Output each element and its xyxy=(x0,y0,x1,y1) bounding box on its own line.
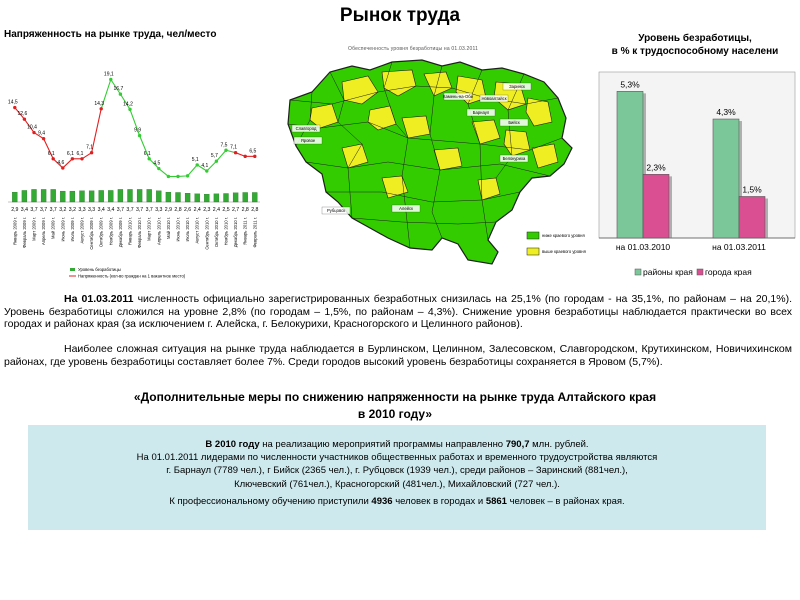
city-label-0: Славгород xyxy=(295,126,317,131)
bar-value-label-0-1: 2,3% xyxy=(646,162,666,173)
category-label-13: Февраль 2010 г. xyxy=(137,217,143,248)
map-title: Обеспеченность уровня безработицы на 01.03.2011 xyxy=(348,46,479,52)
line-segment-15 xyxy=(159,169,169,177)
info-line-leaders: На 01.01.2011 лидерами по численности участников общественных работах и временного трудоустройства являются xyxy=(136,452,658,463)
line-label-15: 4,5 xyxy=(153,160,161,167)
legend-swatch-0 xyxy=(635,269,641,275)
line-point-16 xyxy=(167,175,170,178)
bar-label-25: 2,8 xyxy=(251,207,259,213)
bar-2 xyxy=(32,189,37,202)
bar-8 xyxy=(89,191,94,202)
category-label-3: Апрель 2009 г. xyxy=(41,217,47,246)
line-label-2: 10,4 xyxy=(27,124,37,131)
bar-0-0 xyxy=(617,91,643,238)
line-point-18 xyxy=(186,174,189,177)
summary-date: На 01.03.2011 xyxy=(64,293,134,305)
bar-label-6: 3,2 xyxy=(68,207,77,213)
category-label-4: Май 2009 г. xyxy=(50,217,56,240)
category-label-1: на 01.03.2011 xyxy=(712,242,766,252)
category-label-8: Сентябрь 2009 г. xyxy=(89,217,95,250)
bar-label-21: 2,4 xyxy=(212,207,221,213)
bar-label-8: 3,3 xyxy=(87,207,96,213)
bar-12 xyxy=(128,189,133,202)
category-label-2: Март 2009 г. xyxy=(31,217,37,241)
summary-text: численность официально зарегистрированных безработных снизилась на 25,1% (по городам - на 35,1%, по районам – на 20,1%). Уровень безработицы сложился на уровне 2,8% (по городам – 1,5%, по районам – 4,3%). Снижение уровня безработицы наблюдается практически во всех городах и районах края (за исключением г. Алейска, г. Белокурихи, Красногорского и Целинного районов). xyxy=(4,293,793,330)
info-line-funding xyxy=(28,439,766,450)
legend-label-0: районы края xyxy=(643,267,693,277)
bar-label-15: 3,3 xyxy=(155,207,163,213)
bar-7 xyxy=(80,191,85,202)
legend-line-label: Напряженность (кол-во граждан на 1 вакантное место) xyxy=(78,273,186,279)
line-point-1 xyxy=(23,117,26,120)
line-point-14 xyxy=(148,157,151,160)
bar-label-19: 2,4 xyxy=(193,207,201,213)
line-point-9 xyxy=(100,107,103,110)
bar-label-16: 2,9 xyxy=(164,207,173,213)
line-point-25 xyxy=(253,155,256,158)
line-point-12 xyxy=(128,108,131,111)
measures-heading-line1: «Дополнительные меры по снижению напряженности на рынке труда Алтайского края xyxy=(133,390,657,404)
bar-0-1 xyxy=(643,174,669,238)
legend-swatch-1 xyxy=(697,269,703,275)
line-label-25: 6,5 xyxy=(249,148,257,155)
paragraph-difficult-areas: Наиболее сложная ситуация на рынке труда наблюдается в Бурлинском, Целинном, Залесовском, Славгородском, Крутихинском, Новичихинском районах, где уровень безработицы составляет более 7%. Среди городов высокий уровень безработицы сохраняется в Яровом (5,7%). xyxy=(4,343,792,368)
line-label-8: 7,1 xyxy=(86,144,94,151)
paragraph-summary xyxy=(4,293,792,331)
city-label-4: Барнаул xyxy=(472,110,490,115)
line-point-6 xyxy=(71,157,74,160)
bar-18 xyxy=(185,193,190,202)
training-text-b: человек в городах и xyxy=(392,496,486,507)
bar-5 xyxy=(60,191,65,202)
map-legend-swatch-0 xyxy=(527,232,539,239)
category-label-5: Июнь 2009 г. xyxy=(60,217,66,242)
region-map xyxy=(282,52,592,277)
bar-label-2: 3,7 xyxy=(30,207,38,213)
bar-label-18: 2,6 xyxy=(183,207,192,213)
line-label-12: 14,2 xyxy=(123,101,133,108)
bar-19 xyxy=(195,194,200,202)
bar-0 xyxy=(12,192,17,202)
bar-13 xyxy=(137,189,142,202)
city-label-5: Новоалтайск xyxy=(481,96,507,101)
category-label-15: Апрель 2010 г. xyxy=(156,217,162,246)
line-label-13: 9,9 xyxy=(134,127,142,134)
category-label-6: Июль 2009 г. xyxy=(69,217,75,242)
training-districts-count: 5861 xyxy=(485,496,507,507)
line-label-6: 6,1 xyxy=(66,150,74,157)
bar-shade-1-1 xyxy=(765,199,768,239)
bar-label-14: 3,7 xyxy=(145,207,153,213)
line-label-23: 7,1 xyxy=(230,144,238,151)
line-point-4 xyxy=(52,157,55,160)
training-text-c: человек – в районах края. xyxy=(506,496,625,507)
line-label-4: 6,1 xyxy=(47,150,55,157)
map-legend-swatch-1 xyxy=(527,248,539,255)
line-point-23 xyxy=(234,151,237,154)
legend-bar-label: Уровень безработицы xyxy=(78,267,121,272)
city-label-7: Белокуриха xyxy=(502,156,526,161)
line-point-10 xyxy=(109,78,112,81)
bar-shade-0-1 xyxy=(669,176,672,238)
line-point-8 xyxy=(90,151,93,154)
category-label-0: на 01.03.2010 xyxy=(615,242,671,252)
bar-16 xyxy=(166,192,171,202)
bar-1 xyxy=(22,190,27,202)
line-label-7: 6,1 xyxy=(76,150,84,157)
category-label-12: Январь 2010 г. xyxy=(127,217,133,246)
bar-1-1 xyxy=(739,197,765,239)
line-point-0 xyxy=(13,106,16,109)
line-point-3 xyxy=(42,137,45,140)
bar-label-24: 2,8 xyxy=(241,207,249,213)
category-label-19: Август 2010 г. xyxy=(194,217,200,244)
bar-label-13: 3,7 xyxy=(135,207,144,213)
category-label-10: Ноябрь 2009 г. xyxy=(108,217,114,246)
city-label-8: Камень-на-Оби xyxy=(443,94,473,99)
category-label-17: Июнь 2010 г. xyxy=(175,217,181,242)
category-label-7: Август 2009 г. xyxy=(79,217,85,244)
left-chart-title: Напряженность на рынке труда, чел/место xyxy=(4,29,217,40)
bar-25 xyxy=(252,192,257,202)
line-point-22 xyxy=(224,149,227,152)
info-funding-amount: 790,7 xyxy=(505,439,530,450)
info-year: В 2010 году xyxy=(205,439,260,450)
unemployment-chart xyxy=(595,64,800,286)
line-point-7 xyxy=(80,157,83,160)
bar-11 xyxy=(118,189,123,202)
bar-20 xyxy=(204,194,209,202)
bar-value-label-1-1: 1,5% xyxy=(742,184,762,195)
bar-24 xyxy=(243,192,248,202)
line-point-19 xyxy=(196,163,199,166)
line-segment-18 xyxy=(188,165,198,176)
category-label-14: Март 2010 г. xyxy=(146,217,152,241)
line-label-20: 4,1 xyxy=(201,162,209,169)
city-label-6: Заринск xyxy=(509,84,525,89)
line-label-11: 16,7 xyxy=(113,86,124,93)
info-funding-text: на реализацию мероприятий программы направленно xyxy=(259,439,506,450)
line-point-17 xyxy=(176,175,179,178)
page-title: Рынок труда xyxy=(339,5,461,26)
category-label-9: Октябрь 2009 г. xyxy=(98,217,104,248)
measures-heading xyxy=(0,389,790,423)
line-point-21 xyxy=(215,160,218,163)
category-label-24: Январь 2011 г. xyxy=(242,217,248,245)
legend-label-1: города края xyxy=(705,267,752,277)
tension-chart xyxy=(2,71,274,282)
bar-22 xyxy=(224,194,229,203)
legend-bar-swatch xyxy=(70,268,75,271)
line-label-22: 7,5 xyxy=(220,142,228,149)
bar-value-label-0-0: 5,3% xyxy=(620,79,640,90)
category-label-21: Октябрь 2010 г. xyxy=(213,217,219,248)
category-label-0: Январь 2009 г. xyxy=(12,217,18,246)
right-chart-title-line2: в % к трудоспособному населени xyxy=(611,46,779,57)
training-text-a: К профессиональному обучению приступили xyxy=(169,496,372,507)
bar-value-label-1-0: 4,3% xyxy=(716,107,736,118)
line-point-24 xyxy=(244,155,247,158)
line-point-20 xyxy=(205,169,208,172)
bar-9 xyxy=(99,190,104,202)
right-chart-title-line1: Уровень безработицы, xyxy=(638,33,752,44)
bar-23 xyxy=(233,193,238,202)
line-label-0: 14,5 xyxy=(7,99,18,106)
bar-label-10: 3,4 xyxy=(107,207,115,213)
line-point-15 xyxy=(157,167,160,170)
category-label-11: Декабрь 2009 г. xyxy=(117,217,123,248)
bar-label-22: 2,5 xyxy=(222,207,230,213)
bar-label-3: 3,7 xyxy=(39,207,48,213)
bar-3 xyxy=(41,189,46,202)
category-label-16: Май 2010 г. xyxy=(165,217,171,240)
line-point-13 xyxy=(138,134,141,137)
category-label-1: Февраль 2009 г. xyxy=(21,217,27,248)
bar-label-20: 2,3 xyxy=(203,207,211,213)
line-label-10: 19,1 xyxy=(103,71,114,78)
map-legend-label-1: выше краевого уровня xyxy=(542,249,586,254)
bar-1-0 xyxy=(713,119,739,238)
bar-21 xyxy=(214,194,219,202)
info-line-cities: г. Барнаул (7789 чел.), г Бийск (2365 чел.), г. Рубцовск (1939 чел.), среди районов – Заринский (881чел.), xyxy=(166,465,628,476)
category-label-20: Сентябрь 2010 г. xyxy=(204,217,210,250)
right-chart-title xyxy=(590,32,800,58)
bar-label-17: 2,8 xyxy=(174,207,182,213)
info-funding-unit: млн. рублей. xyxy=(529,439,589,450)
city-label-2: Рубцовск xyxy=(326,208,346,213)
bar-4 xyxy=(51,189,56,202)
line-label-14: 6,1 xyxy=(143,150,151,157)
measures-heading-line2: в 2010 году» xyxy=(357,407,433,421)
line-point-5 xyxy=(61,166,64,169)
city-label-1: Яровое xyxy=(300,138,316,143)
map-legend-label-0: ниже краевого уровня xyxy=(542,233,585,238)
info-box xyxy=(28,425,766,530)
line-label-3: 9,4 xyxy=(38,130,46,137)
bar-label-7: 3,3 xyxy=(78,207,86,213)
bar-6 xyxy=(70,191,75,202)
training-cities-count: 4936 xyxy=(371,496,393,507)
info-line-districts: Ключевский (761чел.), Красногорский (481чел.), Михайловский (727 чел.). xyxy=(234,479,560,490)
bar-label-4: 3,7 xyxy=(49,207,57,213)
city-label-3: Бийск xyxy=(508,120,520,125)
line-label-9: 14,3 xyxy=(94,100,105,107)
bar-10 xyxy=(108,190,113,202)
category-label-18: Июль 2010 г. xyxy=(185,217,191,242)
bar-15 xyxy=(156,191,161,202)
bar-17 xyxy=(176,192,181,202)
category-label-22: Ноябрь 2010 г. xyxy=(223,217,229,246)
line-label-19: 5,1 xyxy=(191,156,199,163)
line-point-2 xyxy=(32,131,35,134)
line-label-1: 12,6 xyxy=(17,111,28,118)
line-point-11 xyxy=(119,92,122,95)
bar-label-1: 3,4 xyxy=(20,207,29,213)
bar-label-0: 2,9 xyxy=(11,207,19,213)
line-label-5: 4,6 xyxy=(57,159,65,166)
category-label-23: Декабрь 2010 г. xyxy=(233,217,239,248)
city-label-9: Алейск xyxy=(399,206,413,211)
bar-label-11: 3,7 xyxy=(116,207,125,213)
bar-label-5: 3,2 xyxy=(59,207,67,213)
category-label-25: Февраль 2011 г. xyxy=(252,216,258,248)
bar-14 xyxy=(147,189,152,202)
bar-label-9: 3,4 xyxy=(97,207,105,213)
bar-label-12: 3,7 xyxy=(126,207,134,213)
line-label-21: 5,7 xyxy=(210,153,218,160)
info-line-training xyxy=(28,496,766,507)
bar-label-23: 2,7 xyxy=(231,207,240,213)
